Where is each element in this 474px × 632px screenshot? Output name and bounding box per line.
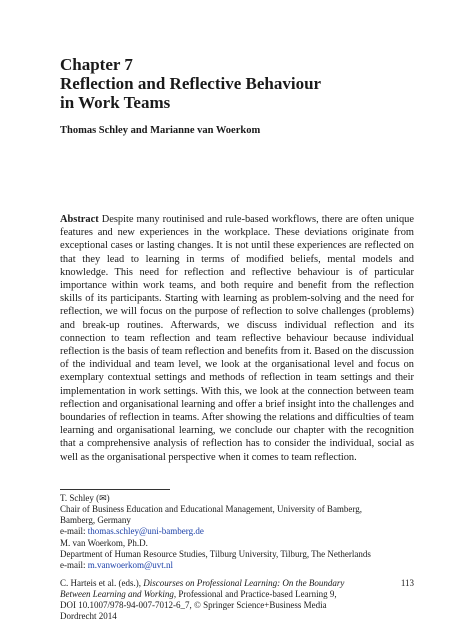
email-label: e-mail: — [60, 526, 88, 536]
affiliation-email — [60, 526, 420, 537]
chapter-title-line-1: Reflection and Reflective Behaviour — [60, 74, 322, 93]
affiliation-van-woerkom — [60, 538, 420, 571]
author-name: M. van Woerkom, Ph.D. — [60, 538, 148, 548]
citation-book-title: Discourses on Professional Learning: On the Boundary Between Learning and Working — [60, 578, 345, 599]
affiliation-department: Chair of Business Education and Educational Management, University of Bamberg, — [60, 504, 363, 514]
citation-suffix: , Professional and Practice-based Learning 9, — [173, 589, 337, 599]
email-link[interactable]: thomas.schley@uni-bamberg.de — [87, 526, 204, 536]
page-number: 113 — [400, 578, 414, 588]
abstract — [60, 213, 414, 464]
affiliation-city: Bamberg, Germany — [60, 515, 131, 525]
affiliation-department: Department of Human Resource Studies, Tilburg University, Tilburg, The Netherlands — [60, 549, 371, 559]
abstract-label: Abstract — [60, 214, 99, 225]
email-link[interactable]: m.vanwoerkom@uvt.nl — [87, 560, 174, 570]
author-line: Thomas Schley and Marianne van Woerkom — [60, 125, 261, 136]
citation-doi: DOI 10.1007/978-94-007-7012-6_7, © Springer Science+Business Media Dordrecht 2014 — [60, 600, 327, 621]
abstract-text: Despite many routinised and rule-based workflows, there are often unique features and new experiences in the workplace. These deviations originate from exceptional cases or lasting changes. It is not until these experiences are reflected on that they lead to learning in terms of modified beliefs, mental models and knowledge. This need for reflection and reflective behaviour is of particular importance within work teams, and both require and benefit from the reflection skills of its participants. Starting with learning as problem-solving and the need for reflection, we will focus on the purpose of reflection to solve challenges (problems) and break-up routines. Afterwards, we discuss individual reflection and its connection to team reflection and team reflective behaviour because individual reflection is the basis of team reflection and benefits from it. Based on the discussion of the individual and team level, we look at the organisational level and focus on exemplary contextual settings and methods of reflection in team settings and their implementation in work settings. With this, we look at the connection between team reflection and organisational learning and offer a brief insight into the challenges and boundaries of reflection in teams. After showing the relations and difficulties of team learning and organisational learning, we conclude our chapter with the recognition that a comprehensive analysis of reflection has to consider the individual, social as well as the organisational perspective when it comes to team reflection. — [60, 214, 414, 463]
citation — [60, 578, 356, 622]
author-name: T. Schley (✉) — [60, 493, 110, 503]
citation-prefix: C. Harteis et al. (eds.), — [60, 578, 144, 588]
chapter-label: Chapter 7 — [60, 55, 133, 74]
affiliation-schley — [60, 493, 420, 537]
chapter-title — [60, 74, 420, 112]
affiliation-email — [60, 560, 420, 571]
email-label: e-mail: — [60, 560, 88, 570]
footnote-divider — [60, 489, 170, 490]
chapter-title-line-2: in Work Teams — [60, 93, 171, 112]
